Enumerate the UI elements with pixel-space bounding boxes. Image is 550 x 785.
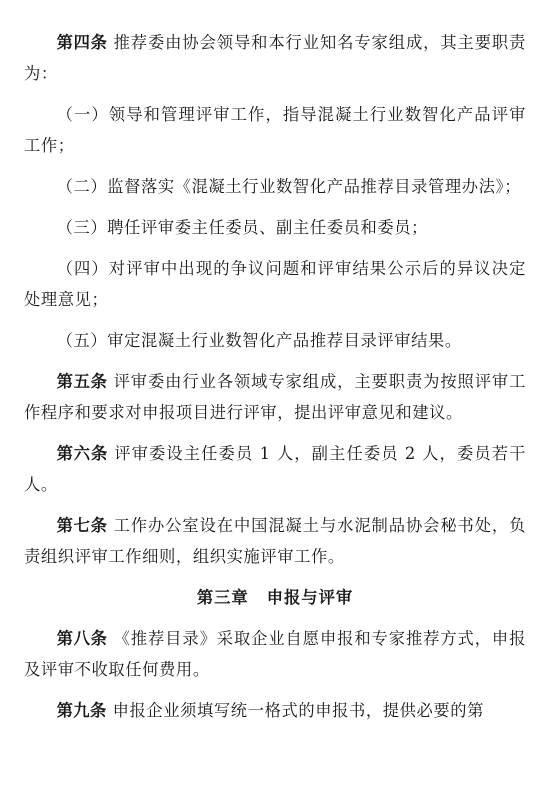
article-6: [24, 438, 526, 500]
duty-item-3: （三）聘任评审委主任委员、副主任委员和委员；: [56, 218, 428, 237]
article-9-text: 申报企业须填写统一格式的申报书，提供必要的第: [112, 701, 485, 720]
duty-item-4: （四）对评审中出现的争议问题和评审结果公示后的异议决定处理意见；: [24, 259, 526, 309]
duty-item-2: （二）监督落实《混凝土行业数智化产品推荐目录管理办法》；: [56, 177, 522, 196]
duty-item-5: （五）审定混凝土行业数智化产品推荐目录评审结果。: [56, 331, 462, 350]
article-7-text: 工作办公室设在中国混凝土与水泥制品协会秘书处，负责组织评审工作细则，组织实施评审工作。: [24, 516, 527, 566]
article-4-text: 推荐委由协会领导和本行业知名专家组成，其主要职责为：: [24, 33, 527, 83]
article-4: [24, 27, 526, 89]
article-8-text: 《推荐目录》采取企业自愿申报和专家推荐方式，申报及评审不收取任何费用。: [24, 629, 527, 679]
article-7: [24, 510, 526, 572]
article-5-text: 评审委由行业各领域专家组成，主要职责为按照评审工作程序和要求对申报项目进行评审，提出评审意见和建议。: [24, 372, 527, 422]
chapter-heading: [24, 582, 526, 613]
duty-item-1: （一）领导和管理评审工作，指导混凝土行业数智化产品评审工作；: [24, 105, 526, 155]
article-8-label: 第八条: [56, 629, 108, 648]
article-6-label: 第六条: [56, 444, 109, 463]
chapter-title: 申报与评审: [266, 588, 354, 607]
article-7-label: 第七条: [56, 516, 108, 535]
article-9: [24, 695, 526, 726]
article-6-text: 评审委设主任委员 1 人，副主任委员 2 人，委员若干人。: [24, 444, 527, 494]
article-8: [24, 623, 526, 685]
article-5: [24, 366, 526, 428]
chapter-number: 第三章: [196, 588, 249, 607]
article-5-label: 第五条: [56, 372, 108, 391]
article-4-label: 第四条: [56, 33, 108, 52]
article-9-label: 第九条: [56, 701, 107, 720]
